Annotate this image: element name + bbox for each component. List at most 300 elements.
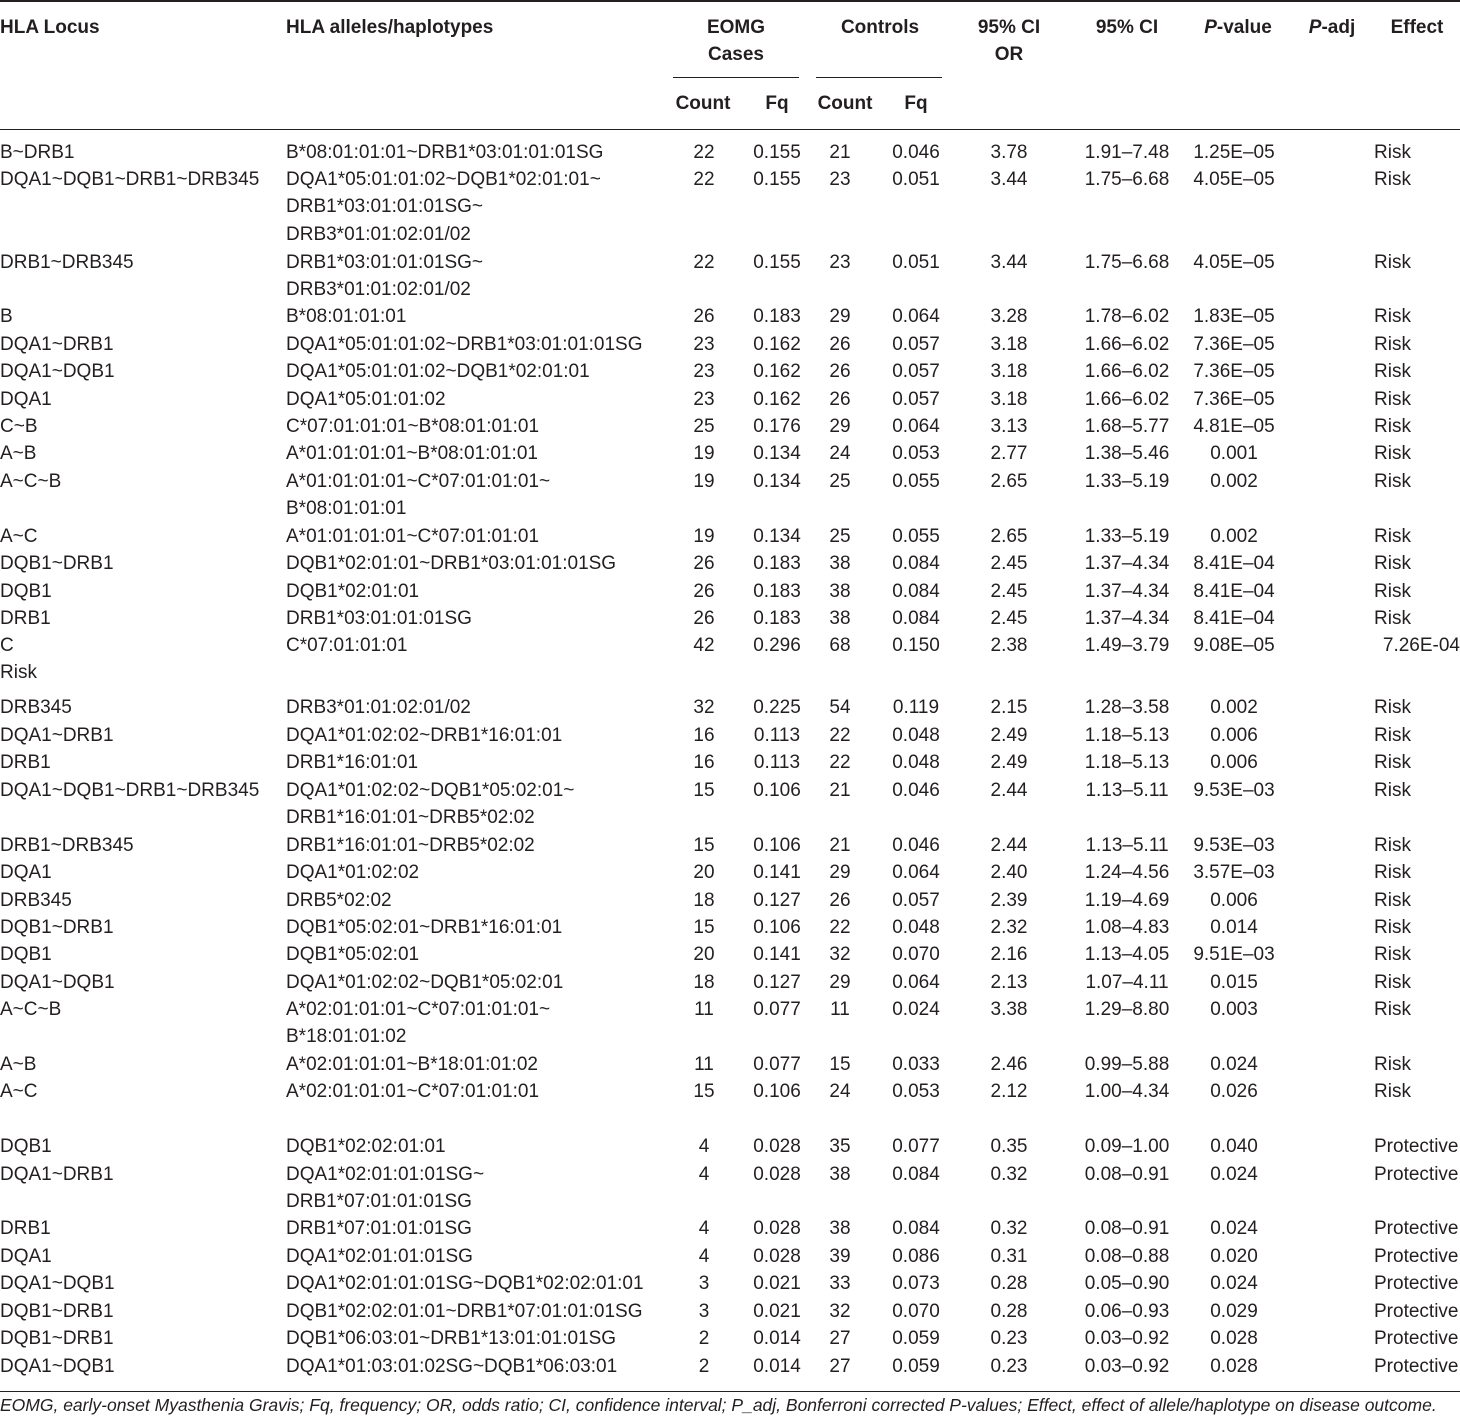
odds-ratio-cell: 2.16	[990, 944, 1028, 965]
p-value-cell: 0.015	[1210, 972, 1258, 993]
confidence-interval-cell: 1.37–4.34	[1084, 553, 1170, 574]
confidence-interval-cell: 0.08–0.91	[1084, 1218, 1170, 1239]
allele-cell: A*01:01:01:01~B*08:01:01:01	[286, 443, 538, 464]
header-padj-italic: P	[1308, 17, 1322, 38]
odds-ratio-cell: 2.45	[990, 608, 1028, 629]
effect-cell: Risk	[1374, 999, 1411, 1020]
confidence-interval-cell: 1.66–6.02	[1084, 361, 1170, 382]
p-value-cell: 3.57E–03	[1193, 862, 1275, 883]
case-fq-cell: 0.176	[753, 416, 801, 437]
p-value-cell: 0.024	[1210, 1273, 1258, 1294]
control-fq-cell: 0.064	[892, 306, 940, 327]
odds-ratio-cell: 2.65	[990, 471, 1028, 492]
case-count-cell: 2	[698, 1356, 710, 1377]
controls-group-rule	[816, 77, 942, 78]
confidence-interval-cell: 1.38–5.46	[1084, 443, 1170, 464]
case-fq-cell: 0.134	[753, 471, 801, 492]
locus-cell: DQB1~DRB1	[0, 917, 114, 938]
p-value-cell: 8.41E–04	[1193, 553, 1275, 574]
table-top-rule	[0, 0, 1460, 2]
control-fq-cell: 0.084	[892, 1218, 940, 1239]
confidence-interval-cell: 1.37–4.34	[1084, 608, 1170, 629]
confidence-interval-cell: 1.68–5.77	[1084, 416, 1170, 437]
control-fq-cell: 0.084	[892, 553, 940, 574]
effect-cell: Risk	[1374, 581, 1411, 602]
header-eomg-line1: EOMG	[706, 17, 766, 38]
allele-cell: DRB1*16:01:01~DRB5*02:02	[286, 835, 535, 856]
confidence-interval-cell: 1.66–6.02	[1084, 389, 1170, 410]
control-count-cell: 15	[829, 1054, 851, 1075]
control-count-cell: 32	[829, 1301, 851, 1322]
control-count-cell: 25	[829, 526, 851, 547]
p-value-cell: 0.002	[1210, 697, 1258, 718]
header-ci-or	[966, 14, 1052, 68]
control-count-cell: 38	[829, 553, 851, 574]
case-fq-cell: 0.106	[753, 835, 801, 856]
odds-ratio-cell: 2.38	[990, 635, 1028, 656]
case-count-cell: 22	[693, 252, 715, 273]
case-fq-cell: 0.183	[753, 553, 801, 574]
odds-ratio-cell: 2.12	[990, 1081, 1028, 1102]
locus-cell: DQA1	[0, 1246, 52, 1267]
effect-cell: Risk	[1374, 416, 1411, 437]
confidence-interval-cell: 0.05–0.90	[1084, 1273, 1170, 1294]
p-value-cell: 8.41E–04	[1193, 581, 1275, 602]
case-fq-cell: 0.028	[753, 1246, 801, 1267]
confidence-interval-cell: 1.18–5.13	[1084, 752, 1170, 773]
control-count-cell: 22	[829, 917, 851, 938]
control-count-cell: 35	[829, 1136, 851, 1157]
header-bottom-rule	[0, 129, 1460, 130]
case-fq-cell: 0.296	[753, 635, 801, 656]
control-count-cell: 22	[829, 725, 851, 746]
p-value-cell: 0.024	[1210, 1164, 1258, 1185]
allele-cell: DQA1*01:02:02~DQB1*05:02:01~ DRB1*16:01:01~DRB5*02:02	[286, 780, 575, 829]
locus-cell: DRB345	[0, 697, 72, 718]
control-count-cell: 24	[829, 1081, 851, 1102]
control-count-cell: 33	[829, 1273, 851, 1294]
effect-cell: Risk	[1374, 334, 1411, 355]
control-fq-cell: 0.084	[892, 581, 940, 602]
allele-cell: DRB1*03:01:01:01SG~ DRB3*01:01:02:01/02	[286, 252, 483, 301]
p-value-cell: 0.006	[1210, 752, 1258, 773]
p-value-cell: 0.006	[1210, 725, 1258, 746]
odds-ratio-cell: 3.18	[990, 389, 1028, 410]
control-fq-cell: 0.048	[892, 725, 940, 746]
locus-cell: DQA1	[0, 862, 52, 883]
locus-cell: DQA1~DRB1	[0, 334, 114, 355]
p-value-cell: 0.024	[1210, 1218, 1258, 1239]
odds-ratio-cell: 2.46	[990, 1054, 1028, 1075]
confidence-interval-cell: 1.75–6.68	[1084, 252, 1170, 273]
effect-cell: Risk	[1374, 972, 1411, 993]
effect-cell: Risk	[1374, 917, 1411, 938]
control-count-cell: 38	[829, 1218, 851, 1239]
locus-cell: DQB1~DRB1	[0, 553, 114, 574]
effect-cell: Risk	[1374, 862, 1411, 883]
case-fq-cell: 0.077	[753, 1054, 801, 1075]
p-value-cell: 0.029	[1210, 1301, 1258, 1322]
locus-cell: DRB1	[0, 1218, 51, 1239]
control-fq-cell: 0.077	[892, 1136, 940, 1157]
allele-cell: DQA1*01:02:02~DRB1*16:01:01	[286, 725, 563, 746]
control-count-cell: 23	[829, 169, 851, 190]
allele-cell: DRB1*16:01:01	[286, 752, 419, 773]
p-value-cell: 4.81E–05	[1193, 416, 1275, 437]
confidence-interval-cell: 1.78–6.02	[1084, 306, 1170, 327]
case-count-cell: 15	[693, 835, 715, 856]
case-count-cell: 26	[693, 581, 715, 602]
case-count-cell: 22	[693, 142, 715, 163]
allele-cell: DQB1*02:02:01:01~DRB1*07:01:01:01SG	[286, 1301, 643, 1322]
locus-cell: DQB1~DRB1	[0, 1301, 114, 1322]
allele-cell: C*07:01:01:01~B*08:01:01:01	[286, 416, 540, 437]
case-count-cell: 26	[693, 306, 715, 327]
case-fq-cell: 0.183	[753, 608, 801, 629]
p-value-cell: 0.024	[1210, 1054, 1258, 1075]
effect-cell-wrapped: Risk	[0, 662, 37, 684]
confidence-interval-cell: 1.49–3.79	[1084, 635, 1170, 656]
allele-cell: DQA1*05:01:01:02	[286, 389, 446, 410]
odds-ratio-cell: 2.44	[990, 780, 1028, 801]
p-value-cell: 0.002	[1210, 471, 1258, 492]
p-value-cell: 0.040	[1210, 1136, 1258, 1157]
control-count-cell: 23	[829, 252, 851, 273]
control-fq-cell: 0.070	[892, 944, 940, 965]
locus-cell: A~C	[0, 526, 38, 547]
control-fq-cell: 0.059	[892, 1356, 940, 1377]
odds-ratio-cell: 2.49	[990, 725, 1028, 746]
allele-cell: A*02:01:01:01~B*18:01:01:02	[286, 1054, 538, 1075]
allele-cell: DRB3*01:01:02:01/02	[286, 697, 471, 718]
allele-cell: DQB1*02:01:01~DRB1*03:01:01:01SG	[286, 553, 617, 574]
case-count-cell: 20	[693, 944, 715, 965]
control-count-cell: 26	[829, 361, 851, 382]
locus-cell: A~B	[0, 1054, 37, 1075]
confidence-interval-cell: 1.37–4.34	[1084, 581, 1170, 602]
case-count-cell: 23	[693, 334, 715, 355]
case-fq-cell: 0.021	[753, 1301, 801, 1322]
case-count-cell: 3	[698, 1273, 710, 1294]
effect-cell: Risk	[1374, 725, 1411, 746]
case-fq-cell: 0.113	[753, 752, 801, 773]
effect-cell: Risk	[1374, 697, 1411, 718]
allele-cell: DQB1*05:02:01	[286, 944, 420, 965]
control-count-cell: 27	[829, 1328, 851, 1349]
case-fq-cell: 0.113	[753, 725, 801, 746]
locus-cell: DRB1~DRB345	[0, 252, 134, 273]
control-fq-cell: 0.073	[892, 1273, 940, 1294]
case-fq-cell: 0.225	[753, 697, 801, 718]
locus-cell: B~DRB1	[0, 142, 75, 163]
confidence-interval-cell: 1.13–4.05	[1084, 944, 1170, 965]
locus-cell: DQA1	[0, 389, 52, 410]
p-value-cell: 0.020	[1210, 1246, 1258, 1267]
p-value-cell: 1.83E–05	[1193, 306, 1275, 327]
control-count-cell: 27	[829, 1356, 851, 1377]
allele-cell: DQB1*06:03:01~DRB1*13:01:01:01SG	[286, 1328, 617, 1349]
case-count-cell: 23	[693, 361, 715, 382]
odds-ratio-cell: 2.45	[990, 581, 1028, 602]
p-value-cell: 9.53E–03	[1193, 780, 1275, 801]
control-fq-cell: 0.048	[892, 917, 940, 938]
allele-cell: DQA1*01:03:01:02SG~DQB1*06:03:01	[286, 1356, 618, 1377]
case-count-cell: 4	[698, 1136, 710, 1157]
locus-cell: A~C	[0, 1081, 38, 1102]
locus-cell: DQA1~DQB1	[0, 1273, 115, 1294]
locus-cell: C	[0, 635, 14, 656]
case-fq-cell: 0.106	[753, 1081, 801, 1102]
odds-ratio-cell: 0.28	[990, 1273, 1028, 1294]
odds-ratio-cell: 2.32	[990, 917, 1028, 938]
control-count-cell: 22	[829, 752, 851, 773]
confidence-interval-cell: 1.07–4.11	[1085, 972, 1169, 993]
odds-ratio-cell: 3.38	[990, 999, 1028, 1020]
confidence-interval-cell: 0.08–0.91	[1084, 1164, 1170, 1185]
case-count-cell: 11	[694, 1054, 714, 1075]
control-fq-cell: 0.053	[892, 1081, 940, 1102]
locus-cell: DRB1	[0, 752, 51, 773]
odds-ratio-cell: 0.28	[990, 1301, 1028, 1322]
control-fq-cell: 0.055	[892, 526, 940, 547]
odds-ratio-cell: 3.28	[990, 306, 1028, 327]
control-fq-cell: 0.057	[892, 389, 940, 410]
effect-cell: Protective	[1374, 1273, 1459, 1294]
confidence-interval-cell: 1.66–6.02	[1084, 334, 1170, 355]
case-fq-cell: 0.162	[753, 389, 801, 410]
effect-cell: Risk	[1374, 252, 1411, 273]
header-controls: Controls	[840, 17, 920, 38]
p-value-cell: 1.25E–05	[1193, 142, 1275, 163]
control-fq-cell: 0.084	[892, 608, 940, 629]
confidence-interval-cell: 1.13–5.11	[1085, 780, 1169, 801]
locus-cell: DQA1~DQB1~DRB1~DRB345	[0, 780, 260, 801]
control-fq-cell: 0.024	[892, 999, 940, 1020]
case-fq-cell: 0.155	[753, 169, 801, 190]
case-count-cell: 4	[698, 1164, 710, 1185]
header-eomg-cases	[668, 14, 804, 68]
control-fq-cell: 0.086	[892, 1246, 940, 1267]
odds-ratio-cell: 3.18	[990, 334, 1028, 355]
locus-cell: DRB1~DRB345	[0, 835, 134, 856]
confidence-interval-cell: 1.24–4.56	[1084, 862, 1170, 883]
allele-cell: DQA1*01:02:02~DQB1*05:02:01	[286, 972, 564, 993]
control-fq-cell: 0.119	[892, 697, 940, 718]
control-fq-cell: 0.057	[892, 334, 940, 355]
effect-cell: Protective	[1374, 1328, 1459, 1349]
control-fq-cell: 0.048	[892, 752, 940, 773]
control-count-cell: 29	[829, 862, 851, 883]
locus-cell: DQB1	[0, 1136, 52, 1157]
case-fq-cell: 0.014	[753, 1328, 801, 1349]
locus-cell: C~B	[0, 416, 38, 437]
control-fq-cell: 0.057	[892, 361, 940, 382]
case-count-cell: 3	[698, 1301, 710, 1322]
case-fq-cell: 0.127	[753, 972, 801, 993]
locus-cell: DQA1~DQB1	[0, 361, 115, 382]
control-fq-cell: 0.057	[892, 890, 940, 911]
allele-cell: C*07:01:01:01	[286, 635, 408, 656]
control-count-cell: 54	[829, 697, 851, 718]
allele-cell: A*02:01:01:01~C*07:01:01:01	[286, 1081, 540, 1102]
control-fq-cell: 0.070	[892, 1301, 940, 1322]
confidence-interval-cell: 1.13–5.11	[1085, 835, 1169, 856]
allele-cell: B*08:01:01:01~DRB1*03:01:01:01SG	[286, 142, 604, 163]
allele-cell: DQB1*02:02:01:01	[286, 1136, 446, 1157]
header-padj	[1290, 14, 1374, 41]
case-fq-cell: 0.183	[753, 581, 801, 602]
case-fq-cell: 0.077	[753, 999, 801, 1020]
header-case-count: Count	[675, 93, 731, 114]
locus-cell: DQA1~DRB1	[0, 725, 114, 746]
control-count-cell: 11	[830, 999, 850, 1020]
effect-cell: Risk	[1374, 361, 1411, 382]
odds-ratio-cell: 2.44	[990, 835, 1028, 856]
control-count-cell: 26	[829, 890, 851, 911]
odds-ratio-cell: 2.49	[990, 752, 1028, 773]
allele-cell: A*01:01:01:01~C*07:01:01:01~ B*08:01:01:01	[286, 471, 551, 520]
header-pvalue-rest: -value	[1216, 17, 1272, 38]
allele-cell: DQA1*01:02:02	[286, 862, 420, 883]
p-value-cell: 9.51E–03	[1193, 944, 1275, 965]
confidence-interval-cell: 0.06–0.93	[1084, 1301, 1170, 1322]
control-fq-cell: 0.053	[892, 443, 940, 464]
header-ci-or-line2: OR	[994, 44, 1024, 65]
case-count-cell: 4	[698, 1246, 710, 1267]
control-fq-cell: 0.064	[892, 416, 940, 437]
p-value-cell: 0.006	[1210, 890, 1258, 911]
odds-ratio-cell: 2.65	[990, 526, 1028, 547]
odds-ratio-cell: 3.44	[990, 252, 1028, 273]
p-value-cell: 0.014	[1210, 917, 1258, 938]
odds-ratio-cell: 2.13	[990, 972, 1028, 993]
control-fq-cell: 0.150	[892, 635, 940, 656]
effect-cell: Risk	[1374, 389, 1411, 410]
case-fq-cell: 0.106	[753, 917, 801, 938]
control-count-cell: 21	[829, 835, 851, 856]
control-count-cell: 24	[829, 443, 851, 464]
case-count-cell: 19	[693, 443, 715, 464]
confidence-interval-cell: 1.19–4.69	[1084, 890, 1170, 911]
control-fq-cell: 0.055	[892, 471, 940, 492]
control-count-cell: 29	[829, 306, 851, 327]
confidence-interval-cell: 1.75–6.68	[1084, 169, 1170, 190]
effect-cell: Protective	[1374, 1164, 1459, 1185]
case-count-cell: 16	[693, 725, 715, 746]
case-count-cell: 15	[693, 917, 715, 938]
control-fq-cell: 0.046	[892, 142, 940, 163]
locus-cell: DQA1~DRB1	[0, 1164, 114, 1185]
locus-cell: DRB1	[0, 608, 51, 629]
p-value-cell: 9.53E–03	[1193, 835, 1275, 856]
p-value-cell: 0.003	[1210, 999, 1258, 1020]
p-value-cell: 9.08E–05	[1193, 635, 1275, 656]
odds-ratio-cell: 0.23	[990, 1328, 1028, 1349]
effect-cell: Risk	[1374, 553, 1411, 574]
header-padj-rest: -adj	[1321, 17, 1356, 38]
odds-ratio-cell: 3.18	[990, 361, 1028, 382]
odds-ratio-cell: 0.32	[990, 1218, 1028, 1239]
odds-ratio-cell: 0.32	[990, 1164, 1028, 1185]
control-count-cell: 29	[829, 416, 851, 437]
odds-ratio-cell: 2.15	[990, 697, 1028, 718]
confidence-interval-cell: 1.33–5.19	[1084, 526, 1170, 547]
effect-cell: Risk	[1374, 1081, 1411, 1102]
case-count-cell: 18	[693, 972, 715, 993]
locus-cell: A~C~B	[0, 471, 62, 492]
confidence-interval-cell: 1.08–4.83	[1084, 917, 1170, 938]
allele-cell: DQB1*05:02:01~DRB1*16:01:01	[286, 917, 563, 938]
locus-cell: DQB1	[0, 944, 52, 965]
control-count-cell: 25	[829, 471, 851, 492]
effect-cell: Risk	[1374, 471, 1411, 492]
confidence-interval-cell: 1.00–4.34	[1084, 1081, 1170, 1102]
effect-cell: Protective	[1374, 1246, 1459, 1267]
p-adj-cell: 7.26E-04	[1382, 635, 1460, 656]
odds-ratio-cell: 0.35	[990, 1136, 1028, 1157]
case-fq-cell: 0.155	[753, 142, 801, 163]
allele-cell: DRB1*07:01:01:01SG	[286, 1218, 472, 1239]
control-fq-cell: 0.059	[892, 1328, 940, 1349]
effect-cell: Risk	[1374, 142, 1411, 163]
eomg-group-rule	[673, 77, 799, 78]
control-fq-cell: 0.051	[892, 169, 940, 190]
header-ctrl-fq: Fq	[904, 93, 928, 114]
case-count-cell: 26	[693, 553, 715, 574]
header-case-fq: Fq	[765, 93, 789, 114]
confidence-interval-cell: 0.08–0.88	[1084, 1246, 1170, 1267]
case-fq-cell: 0.106	[753, 780, 801, 801]
control-count-cell: 26	[829, 389, 851, 410]
control-fq-cell: 0.084	[892, 1164, 940, 1185]
header-eomg-line2: Cases	[708, 44, 764, 65]
case-count-cell: 19	[693, 526, 715, 547]
effect-cell: Risk	[1374, 752, 1411, 773]
odds-ratio-cell: 3.78	[990, 142, 1028, 163]
case-count-cell: 19	[693, 471, 715, 492]
p-value-cell: 7.36E–05	[1193, 361, 1275, 382]
odds-ratio-cell: 2.39	[990, 890, 1028, 911]
allele-cell: DQA1*05:01:01:02~DQB1*02:01:01	[286, 361, 590, 382]
case-count-cell: 22	[693, 169, 715, 190]
effect-cell: Protective	[1374, 1301, 1459, 1322]
case-count-cell: 15	[693, 780, 715, 801]
effect-cell: Risk	[1374, 890, 1411, 911]
control-fq-cell: 0.064	[892, 862, 940, 883]
control-count-cell: 32	[829, 944, 851, 965]
case-count-cell: 16	[693, 752, 715, 773]
case-count-cell: 20	[693, 862, 715, 883]
allele-cell: DQA1*05:01:01:02~DQB1*02:01:01~ DRB1*03:01:01:01SG~ DRB3*01:01:02:01/02	[286, 169, 601, 245]
case-fq-cell: 0.021	[753, 1273, 801, 1294]
header-hla-alleles: HLA alleles/haplotypes	[286, 17, 494, 38]
case-count-cell: 23	[693, 389, 715, 410]
case-fq-cell: 0.155	[753, 252, 801, 273]
effect-cell: Protective	[1374, 1218, 1459, 1239]
control-fq-cell: 0.033	[892, 1054, 940, 1075]
case-fq-cell: 0.183	[753, 306, 801, 327]
locus-cell: DQB1~DRB1	[0, 1328, 114, 1349]
odds-ratio-cell: 2.45	[990, 553, 1028, 574]
case-count-cell: 42	[693, 635, 715, 656]
p-value-cell: 0.002	[1210, 526, 1258, 547]
odds-ratio-cell: 0.31	[990, 1246, 1028, 1267]
allele-cell: A*01:01:01:01~C*07:01:01:01	[286, 526, 540, 547]
header-ctrl-count: Count	[817, 93, 873, 114]
locus-cell: B	[0, 306, 13, 327]
confidence-interval-cell: 0.99–5.88	[1084, 1054, 1170, 1075]
p-value-cell: 0.026	[1210, 1081, 1258, 1102]
